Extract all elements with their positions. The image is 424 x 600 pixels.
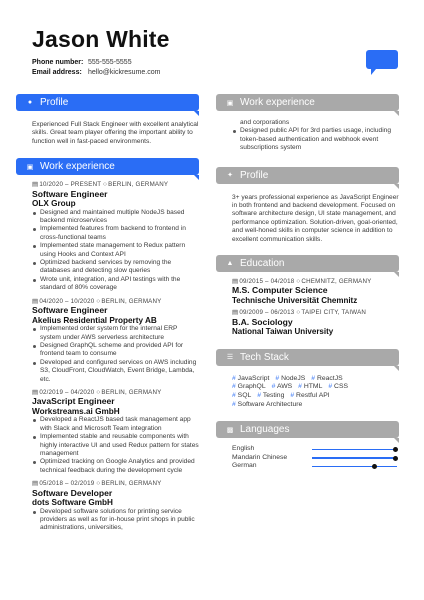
phone-label: Phone number: (32, 59, 84, 66)
degree: M.S. Computer Science (232, 285, 328, 296)
tech-tag: # CSS (328, 383, 349, 391)
school: National Taiwan University (232, 327, 334, 337)
language-level-marker (393, 447, 398, 452)
briefcase-icon: ▣ (26, 163, 34, 171)
chat-icon: ▩ (226, 426, 234, 434)
calendar-icon: ▤ (32, 388, 39, 396)
calendar-icon: ▤ (232, 278, 239, 286)
job-meta: ▤02/2019 – 04/2020 ○BERLIN, GERMANY (32, 388, 162, 396)
list-item: Developed and configured services on AWS including S3, CloudFront, CloudWatch, Event Bridge, Lambda, etc. (32, 359, 199, 384)
language-level-marker (393, 456, 398, 461)
tech-tag: # SQL (232, 392, 252, 400)
section-header-profile-right: ✦ Profile (216, 167, 399, 184)
stack-icon: ☰ (226, 354, 234, 362)
job-title: Software Engineer (32, 188, 108, 199)
language-name: Mandarin Chinese (232, 453, 288, 461)
list-item: Implemented state management to Redux pattern using Hooks and Context API (32, 242, 199, 259)
degree: B.A. Sociology (232, 316, 293, 327)
tech-tag: # Restful API (290, 392, 330, 400)
job-title: Software Developer (32, 487, 113, 498)
job-company: Workstreams.ai GmbH (32, 406, 120, 416)
tools-icon: ✦ (227, 172, 233, 180)
left-column (16, 94, 199, 538)
languages-list (216, 445, 399, 471)
location-pin-icon: ○ (296, 278, 301, 286)
graduation-cap-icon: ▲ (226, 260, 234, 268)
job-company: Akelius Residential Property AB (32, 315, 157, 325)
language-name: German (232, 462, 257, 470)
job-meta: ▤04/2020 – 10/2020 ○BERLIN, GERMANY (32, 297, 162, 305)
chat-bubble-icon (366, 50, 398, 69)
education-entry (232, 309, 399, 336)
language-level-bar (312, 457, 397, 459)
location-pin-icon: ○ (296, 309, 301, 317)
tech-tag: # GraphQL (232, 383, 266, 391)
location-pin-icon: ○ (103, 181, 108, 189)
school: Technische Universität Chemnitz (232, 295, 358, 305)
list-item: Implemented stable and reusable components with highly interactive UI and used Redux pattern for states management (32, 433, 199, 458)
section-header-work: ▣ Work experience (16, 158, 199, 175)
language-level-marker (372, 464, 377, 469)
work-continued (216, 119, 399, 153)
language-name: English (232, 445, 255, 453)
job-entry (32, 298, 199, 384)
job-entry (32, 480, 199, 533)
tech-tag: # AWS (271, 383, 293, 391)
tech-tag: # ReactJS (311, 374, 343, 382)
briefcase-icon: ▣ (226, 99, 234, 107)
language-level-bar (312, 466, 397, 468)
candidate-name: Jason White (32, 26, 170, 52)
location-pin-icon: ○ (96, 388, 101, 396)
section-header-work-continued: ▣ Work experience (216, 94, 399, 111)
list-item: Designed public API for 3rd parties usage, including token-based authentication and webhook event subscriptions system (232, 127, 399, 152)
location-pin-icon: ○ (96, 480, 101, 488)
tech-tag: # HTML (298, 383, 323, 391)
language-row (232, 462, 399, 471)
user-icon: ● (27, 99, 33, 106)
job-company: dots Software GmbH (32, 498, 113, 508)
calendar-icon: ▤ (32, 480, 39, 488)
tech-tag: # JavaScript (232, 374, 270, 382)
education-meta: ▤09/2015 – 04/2018 ○CHEMNITZ, GERMANY (232, 278, 372, 286)
section-header-tech-stack: ☰ Tech Stack (216, 349, 399, 366)
list-item: Designed GraphQL scheme and provided API for frontend team to consume (32, 342, 199, 359)
tech-tag: # Testing (257, 392, 285, 400)
email-value: hello@kickresume.com (88, 69, 161, 76)
phone-value: 555-555-5555 (88, 59, 132, 66)
section-header-profile: ● Profile (16, 94, 199, 111)
language-row (232, 454, 399, 463)
profile-right-text: 3+ years professional experience as JavaScript Engineer in both frontend and backend development. Focused on software architecture design, UI state management, and performance optimization. Solution-driven, goal-oriented, and well-honed skills in computer science in addition to excellent communication skills. (232, 193, 399, 243)
education-entry (232, 278, 399, 305)
calendar-icon: ▤ (32, 181, 39, 189)
tech-tag: # NodeJS (275, 374, 306, 382)
language-level-bar (312, 449, 397, 451)
job-title: Software Engineer (32, 305, 108, 316)
job-meta: ▤10/2020 – PRESENT ○BERLIN, GERMANY (32, 181, 169, 189)
profile-text: Experienced Full Stack Engineer with excellent analytical skills. Great team player offering the important ability to function well in fast-paced environments. (32, 121, 199, 145)
list-item: Optimized tracking on Google Analytics and provided technical feedback during the development cycle (32, 458, 199, 475)
list-item: Developed software solutions for printing service providers as well as for in-house print shops in public administrations, universities, (32, 508, 199, 533)
location-pin-icon: ○ (96, 297, 101, 305)
job-meta: ▤05/2018 – 02/2019 ○BERLIN, GERMANY (32, 480, 162, 488)
right-column (216, 94, 399, 471)
job-company: OLX Group (32, 199, 76, 209)
work-list (16, 181, 199, 533)
calendar-icon: ▤ (232, 309, 239, 317)
section-header-languages: ▩ Languages (216, 421, 399, 438)
list-item: Developed a ReactJS based task management app with Slack and Microsoft Team integration (32, 416, 199, 433)
contact-block (32, 58, 160, 78)
job-entry (32, 389, 199, 475)
list-item: Implemented features from backend to frontend in cross-functional teams (32, 225, 199, 242)
list-item: Wrote unit, integration, and API testings with the standard of 80% coverage (32, 276, 199, 293)
job-title: JavaScript Engineer (32, 396, 115, 407)
calendar-icon: ▤ (32, 297, 39, 305)
list-item: Implemented order system for the internal ERP system under AWS serverless architecture (32, 325, 199, 342)
list-item: Designed and maintained multiple NodeJS based backend microservices (32, 209, 199, 226)
tech-stack-list (216, 375, 399, 409)
list-item: and corporations (240, 119, 290, 126)
email-label: Email address: (32, 69, 82, 76)
section-header-education: ▲ Education (216, 255, 399, 272)
education-meta: ▤09/2009 – 06/2013 ○TAIPEI CITY, TAIWAN (232, 309, 367, 317)
education-list (216, 278, 399, 337)
list-item: Optimized backend services by removing the databases and detecting slow queries (32, 259, 199, 276)
tech-tag: # Software Architecture (232, 400, 303, 408)
language-row (232, 445, 399, 454)
job-entry (32, 181, 199, 292)
